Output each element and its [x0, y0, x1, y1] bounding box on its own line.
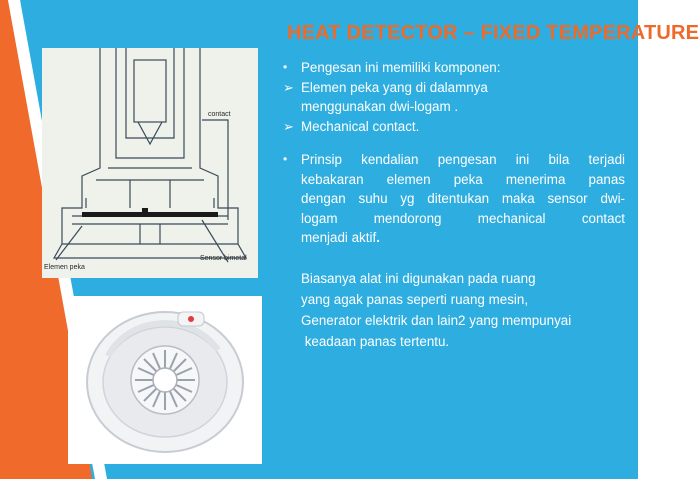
- principle-line: Prinsip kendalian pengesan ini bila terjadi: [301, 152, 625, 167]
- usage-line: yang agak panas seperti ruang mesin,: [301, 291, 529, 307]
- label-sensor-bimetal: Sensor bimetal: [200, 255, 247, 262]
- principle-line: logam mendorong mechanical contact: [301, 210, 625, 226]
- bullet-mechanical-contact: [283, 117, 625, 137]
- usage-line: Biasanya alat ini digunakan pada ruang: [301, 270, 536, 286]
- principle-line: kebakaran elemen peka menerima panas: [301, 171, 625, 187]
- slide-title: HEAT DETECTOR – FIXED TEMPERATURE: [287, 22, 699, 44]
- principle-period: .: [376, 230, 380, 245]
- cross-section-drawing: [42, 48, 258, 278]
- bullet-text: menggunakan dwi-logam .: [301, 99, 459, 114]
- principle-last-line: menjadi aktif: [301, 230, 377, 245]
- heat-detector-illustration: [68, 296, 262, 464]
- bullet-text: Pengesan ini memiliki komponen:: [301, 60, 501, 75]
- label-elemen-peka: Elemen peka: [44, 264, 85, 271]
- label-contact: contact: [208, 111, 231, 118]
- principle-line: dengan suhu yg ditentukan maka sensor dwi-: [301, 191, 625, 206]
- usage-paragraph: [283, 268, 625, 352]
- dot-bullet-icon: •: [283, 60, 288, 74]
- bullet-komponen: [283, 58, 625, 78]
- dot-bullet-icon: •: [283, 152, 288, 166]
- principle-paragraph: [283, 150, 625, 248]
- arrow-bullet-icon: ➢: [283, 79, 294, 95]
- bullet-text: Elemen peka yang di dalamnya: [301, 79, 488, 95]
- heat-detector-photo: [68, 296, 262, 464]
- arrow-bullet-icon: ➢: [283, 118, 294, 134]
- usage-line: Generator elektrik dan lain2 yang mempunyai: [301, 312, 572, 328]
- detector-cross-section-diagram: [42, 48, 258, 278]
- bullet-text: Mechanical contact.: [301, 118, 420, 134]
- usage-line: keadaan panas tertentu.: [301, 333, 450, 349]
- bullet-elemen-peka-cont: [283, 97, 625, 117]
- bullet-elemen-peka: [283, 78, 625, 98]
- slide-body: [283, 58, 625, 352]
